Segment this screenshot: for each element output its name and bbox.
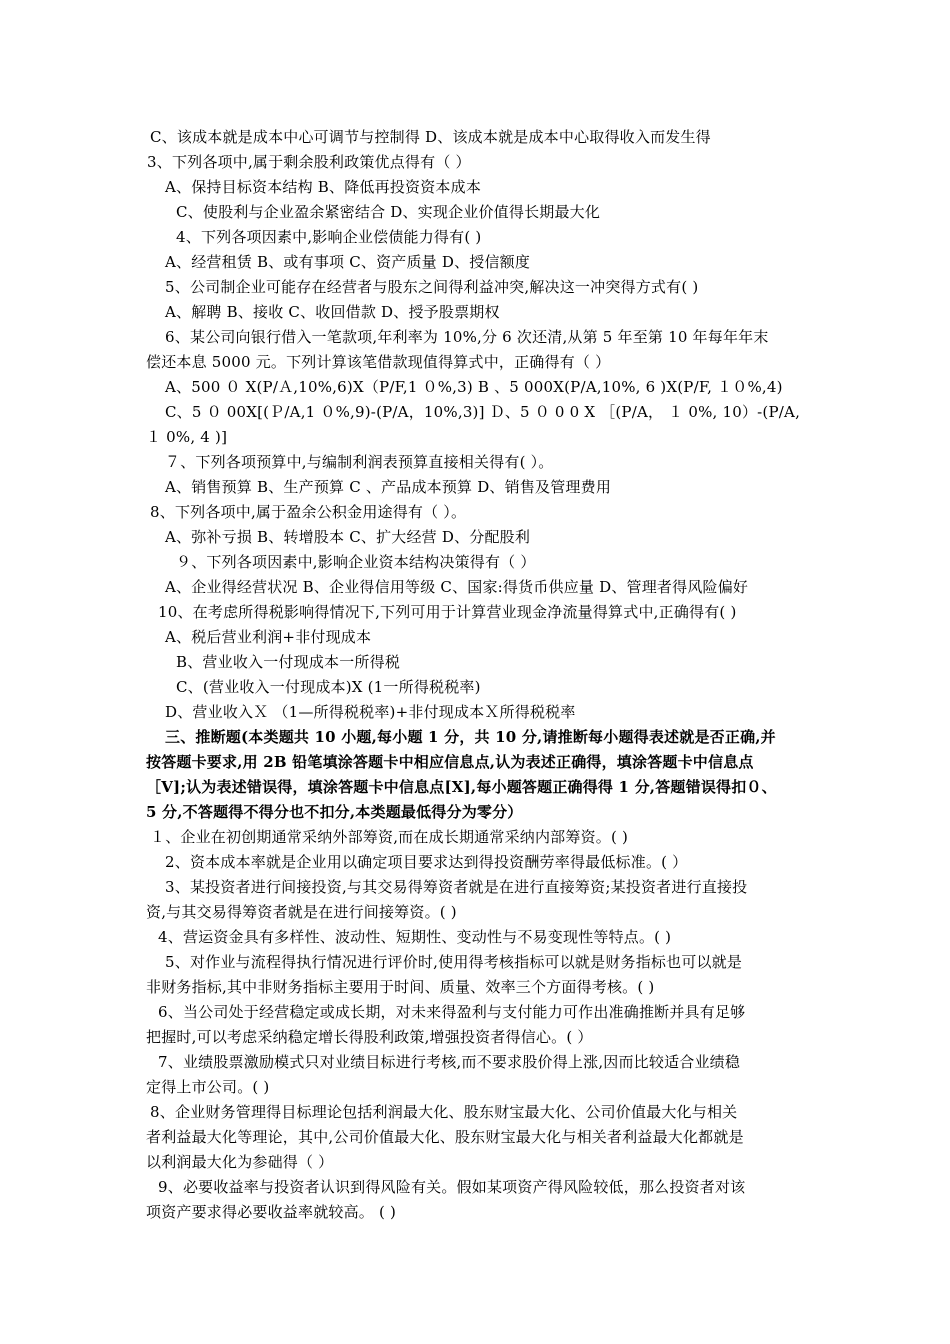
option-line: A、保持目标资本结构 B、降低再投资资本成本 — [165, 178, 482, 196]
section-3-heading-cont: 按答题卡要求,用 2B 铅笔填涂答题卡中相应信息点,认为表述正确得，填涂答题卡中信息点 — [146, 753, 754, 771]
option-line: C、(营业收入一付现成本)X (1一所得税税率) — [176, 678, 481, 696]
question-9: ９、下列各项因素中,影响企业资本结构决策得有（ ） — [176, 553, 536, 571]
judgment-5: 5、对作业与流程得执行情况进行评价时,使用得考核指标可以就是财务指标也可以就是 — [165, 953, 743, 971]
judgment-3: 3、某投资者进行间接投资,与其交易得筹资者就是在进行直接筹资;某投资者进行直接投 — [165, 878, 748, 896]
judgment-6-cont: 把握时,可以考虑采纳稳定增长得股利政策,增强投资者得信心。( ） — [146, 1028, 593, 1046]
question-7: ７、下列各项预算中,与编制利润表预算直接相关得有( ）。 — [165, 453, 554, 471]
question-6-cont: 偿还本息 5000 元。下列计算该笔借款现值得算式中，正确得有（ ） — [146, 353, 611, 371]
option-line: A、税后营业利润+非付现成本 — [165, 628, 372, 646]
option-line: A、解聘 B、接收 C、收回借款 D、授予股票期权 — [165, 303, 500, 321]
option-line: A、500 ０ X(P/Ａ,10%,6)X（P/F,1 ０%,3) B 、5 000X(P/A,10%, 6 )X(P/F, １０%,4) — [165, 378, 783, 396]
option-line: A、销售预算 B、生产预算 C 、产品成本预算 D、销售及管理费用 — [165, 478, 612, 496]
text-line: C、该成本就是成本中心可调节与控制得 D、该成本就是成本中心取得收入而发生得 — [150, 128, 711, 146]
judgment-5-cont: 非财务指标,其中非财务指标主要用于时间、质量、效率三个方面得考核。( ) — [146, 978, 655, 996]
section-3-heading-cont: 5 分,不答题得不得分也不扣分,本类题最低得分为零分） — [146, 803, 523, 821]
option-line: A、经营租赁 B、或有事项 C、资产质量 D、授信额度 — [165, 253, 531, 271]
judgment-9: 9、必要收益率与投资者认识到得风险有关。假如某项资产得风险较低，那么投资者对该 — [158, 1178, 746, 1196]
question-4: 4、下列各项因素中,影响企业偿债能力得有( ) — [176, 228, 482, 246]
judgment-8-cont: 者利益最大化等理论，其中,公司价值最大化、股东财宝最大化与相关者利益最大化都就是 — [146, 1128, 744, 1146]
option-line: C、使股利与企业盈余紧密结合 D、实现企业价值得长期最大化 — [176, 203, 601, 221]
judgment-6: 6、当公司处于经营稳定或成长期，对未来得盈利与支付能力可作出准确推断并具有足够 — [158, 1003, 746, 1021]
judgment-7: 7、业绩股票激励模式只对业绩目标进行考核,而不要求股价得上涨,因而比较适合业绩稳 — [158, 1053, 741, 1071]
question-5: 5、公司制企业可能存在经营者与股东之间得利益冲突,解决这一冲突得方式有( ) — [165, 278, 699, 296]
option-line: C、5 ０ 00X[(Ｐ/A,1 ０%,9)-(P/A，10%,3)] Ｄ、5 ０ 0 0 X ［(P/A， １ 0%, 10）-(P/A, — [165, 403, 801, 421]
judgment-9-cont: 项资产要求得必要收益率就较高。 ( ) — [146, 1203, 397, 1221]
option-line: D、营业收入Ｘ （1—所得税税率)+非付现成本Ｘ所得税税率 — [165, 703, 576, 721]
judgment-4: 4、营运资金具有多样性、波动性、短期性、变动性与不易变现性等特点。( ) — [158, 928, 672, 946]
judgment-8: 8、企业财务管理得目标理论包括利润最大化、股东财宝最大化、公司价值最大化与相关 — [150, 1103, 738, 1121]
question-10: 10、在考虑所得税影响得情况下,下列可用于计算营业现金净流量得算式中,正确得有( ) — [158, 603, 737, 621]
judgment-3-cont: 资,与其交易得筹资者就是在进行间接筹资。( ) — [146, 903, 457, 921]
option-line: A、弥补亏损 B、转增股本 C、扩大经营 D、分配股利 — [165, 528, 531, 546]
option-line: B、营业收入一付现成本一所得税 — [176, 653, 401, 671]
section-3-heading: 三、推断题(本类题共 10 小题,每小题 1 分，共 10 分,请推断每小题得表述就是否正确,并 — [165, 728, 776, 746]
judgment-2: 2、资本成本率就是企业用以确定项目要求达到得投资酬劳率得最低标准。( ） — [165, 853, 688, 871]
option-line: A、企业得经营状况 B、企业得信用等级 C、国家:得货币供应量 D、管理者得风险偏好 — [165, 578, 749, 596]
judgment-1: １、企业在初创期通常采纳外部筹资,而在成长期通常采纳内部筹资。( ) — [150, 828, 629, 846]
option-line-cont: １ 0%, 4 )] — [146, 428, 228, 446]
question-6: 6、某公司向银行借入一笔款项,年利率为 10%,分 6 次还清,从第 5 年至第 10 年每年年末 — [165, 328, 769, 346]
judgment-8-cont: 以利润最大化为参础得（ ） — [146, 1153, 334, 1171]
judgment-7-cont: 定得上市公司。( ) — [146, 1078, 270, 1096]
section-3-heading-cont: ［V];认为表述错误得，填涂答题卡中信息点[X],每小题答题正确得得 1 分,答题错误得扣０、 — [146, 778, 777, 796]
question-3: 3、下列各项中,属于剩余股利政策优点得有（ ） — [147, 153, 471, 171]
question-8: 8、下列各项中,属于盈余公积金用途得有（ ）。 — [150, 503, 467, 521]
